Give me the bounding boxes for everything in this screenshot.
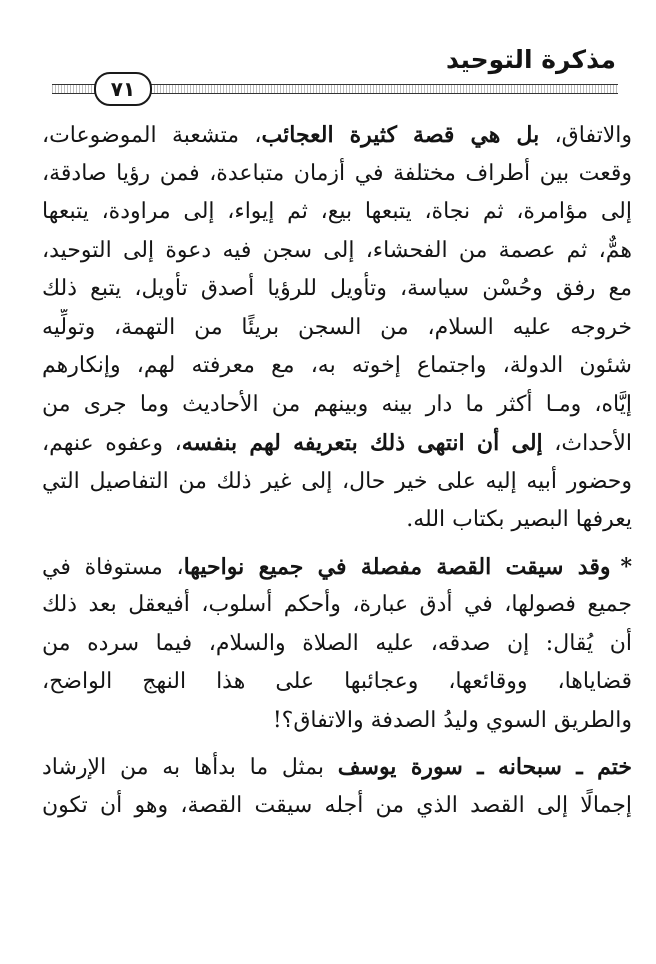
text-run: ، وعفوه عنهم، <box>42 431 182 456</box>
text-run: خروجه عليه السلام، من السجن بريئًا من التهمة، وتولِّيه <box>42 314 632 340</box>
text-run: إلى مؤامرة، ثم نجاة، يتبعها بيع، ثم إيواء، إلى مراودة، يتبعها <box>42 199 632 224</box>
text-line <box>42 270 632 309</box>
text-run: ، مستوفاة في <box>42 554 184 580</box>
paragraph-1 <box>42 116 632 540</box>
text-line <box>42 155 632 194</box>
text-run: إيَّاه، ومـا أكثر ما دار بينه وبينهم من الأحاديث وما جرى من <box>42 391 632 417</box>
text-line <box>42 193 632 232</box>
text-line <box>42 386 632 425</box>
body-text <box>42 116 632 825</box>
text-line <box>42 748 632 787</box>
text-run: والاتفاق، <box>539 123 632 148</box>
text-run: والطريق السوي وليدُ الصدفة والاتفاق؟! <box>272 707 632 733</box>
text-run: أن يُقال: إن صدقه، عليه الصلاة والسلام، فيما سرده من <box>42 630 632 656</box>
text-line <box>42 663 632 702</box>
text-run: إجمالًا إلى القصد الذي من أجله سيقت القصة، وهو أن تكون <box>42 792 632 818</box>
paragraph-gap <box>42 540 632 548</box>
bold-phrase: ختم ـ سبحانه ـ سورة يوسف <box>337 754 632 780</box>
running-header-title: مذكرة التوحيد <box>446 45 616 74</box>
bold-phrase: وقد سيقت القصة مفصلة في جميع نواحيها <box>183 553 611 580</box>
text-line <box>42 309 632 348</box>
text-run: جميع فصولها، في أدق عبارة، وأحكم أسلوب، أفيعقل بعد ذلك <box>42 592 632 617</box>
text-run: يعرفها البصير بكتاب الله. <box>406 507 632 532</box>
text-run: مع رفق وحُسْن سياسة، وتأويل للرؤيا أصدق تأويل، يتبع ذلك <box>42 276 632 301</box>
text-run: وقعت بين أطراف مختلفة في أزمان متباعدة، فمن رؤيا صادقة، <box>42 160 632 186</box>
text-line <box>42 347 632 386</box>
text-line <box>42 548 632 587</box>
text-line <box>42 116 632 155</box>
text-run: ، متشعبة الموضوعات، <box>42 123 262 148</box>
text-line <box>42 586 632 625</box>
paragraph-2 <box>42 548 632 741</box>
text-line <box>42 424 632 463</box>
paragraph-gap <box>42 740 632 748</box>
text-line <box>42 501 632 540</box>
bold-phrase: بل هي قصة كثيرة العجائب <box>261 122 540 148</box>
page-number: ٧١ <box>94 72 152 106</box>
text-run: شئون الدولة، واجتماع إخوته به، مع معرفته لهم، وإنكارهم <box>42 353 632 378</box>
bold-phrase: إلى أن انتهى ذلك بتعريفه لهم بنفسه <box>181 430 543 456</box>
text-run: وحضور أبيه إليه على خير حال، إلى غير ذلك من التفاصيل التي <box>42 468 632 494</box>
text-line <box>42 463 632 502</box>
text-line <box>42 787 632 826</box>
paragraph-bullet: * <box>620 553 632 580</box>
paragraph-3 <box>42 748 632 825</box>
text-line <box>42 625 632 664</box>
text-run: بمثل ما بدأها به من الإرشاد <box>42 755 338 780</box>
text-line <box>42 232 632 271</box>
text-run: قضاياها، ووقائعها، وعجائبها على هذا النهج الواضح، <box>42 669 632 694</box>
text-run: همٌّ، ثم عصمة من الفحشاء، إلى سجن فيه دعوة إلى التوحيد، <box>42 237 632 263</box>
text-line <box>42 702 632 741</box>
text-run: الأحداث، <box>542 431 632 456</box>
